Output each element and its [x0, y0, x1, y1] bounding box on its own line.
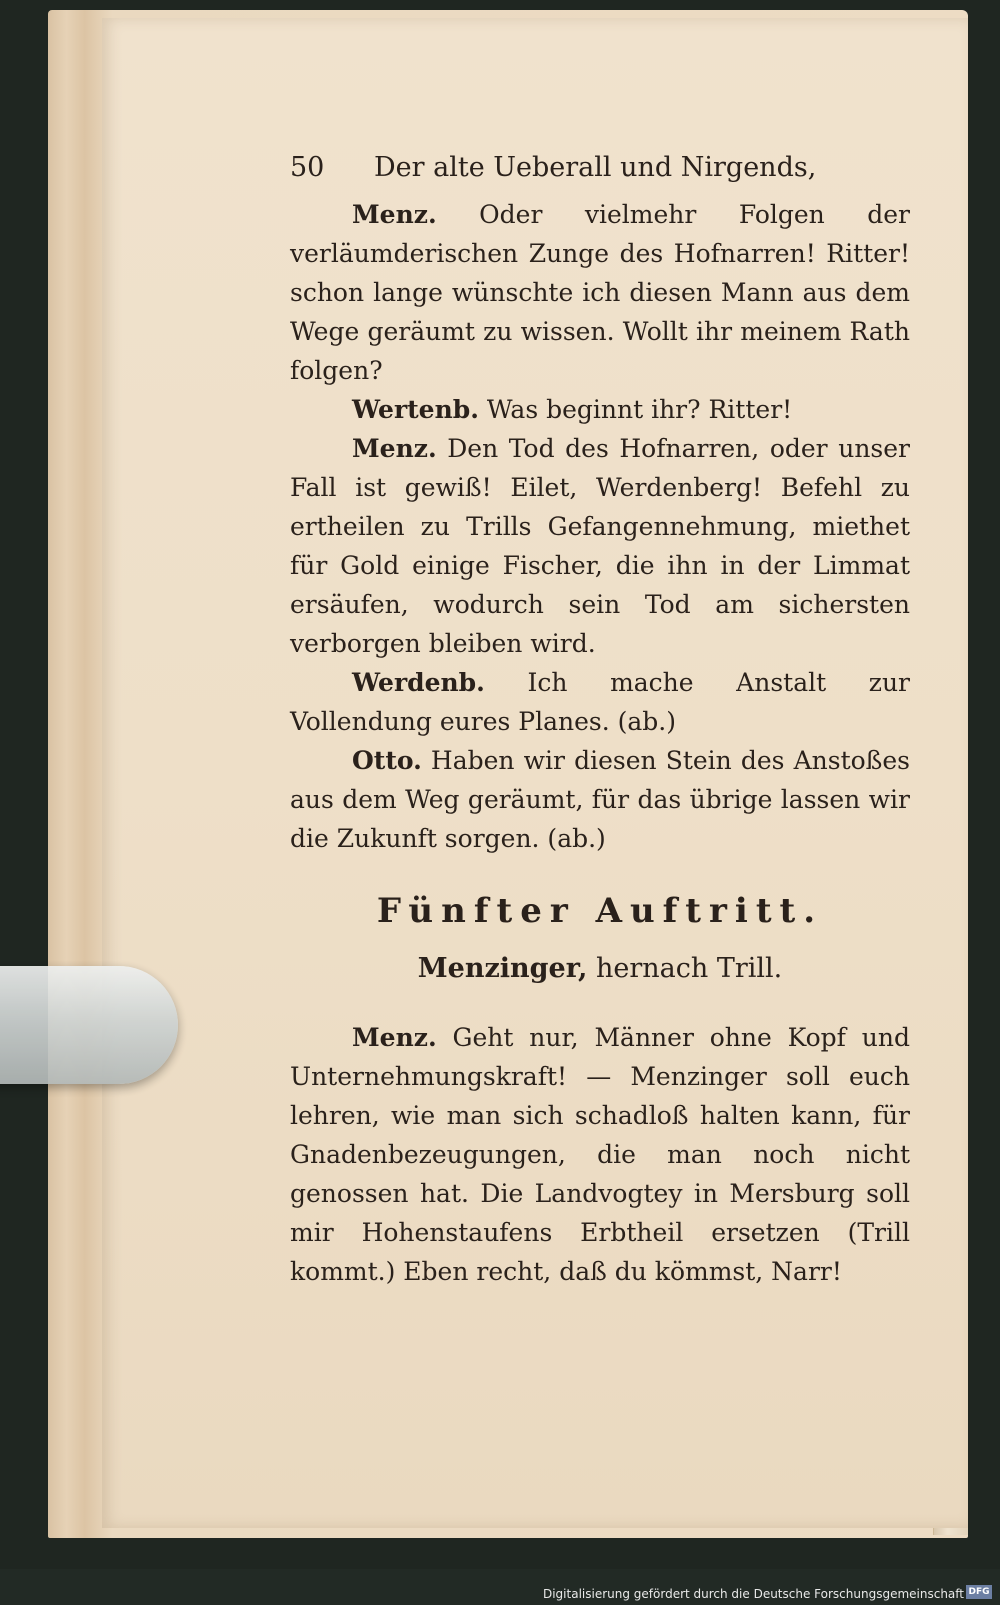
funding-credit: Digitalisierung gefördert durch die Deutsche Forschungsgemeinschaft	[542, 1587, 964, 1601]
dialogue: Oder vielmehr Folgen der verläumderischen Zunge des Hofnarren! Ritter! schon lange wünschte ich diesen Mann aus dem Wege geräumt zu wissen. Wollt ihr meinem Rath folgen?	[290, 200, 910, 385]
page-clip	[0, 966, 178, 1084]
speaker: Menz.	[352, 434, 437, 463]
dialogue: Den Tod des Hofnarren, oder unser Fall ist gewiß! Eilet, Werdenberg! Befehl zu ertheilen zu Trills Gefangennehmung, miethet für Gold einige Fischer, die ihn in der Limmat ersäufen, wodurch sein Tod am sichersten verborgen bleiben wird.	[290, 434, 910, 658]
dialogue: Haben wir diesen Stein des Anstoßes aus dem Weg geräumt, für das übrige lassen wir die Zukunft sorgen. (ab.)	[290, 746, 910, 853]
persons-main: Menzinger,	[417, 953, 588, 984]
page-number: 50	[290, 152, 325, 183]
speaker: Otto.	[352, 746, 422, 775]
paragraph	[290, 429, 910, 663]
running-title: Der alte Ueberall und Nirgends,	[374, 152, 817, 183]
scene-persons	[290, 949, 910, 988]
speaker: Werdenb.	[352, 668, 485, 697]
dfg-logo: DFG	[966, 1585, 992, 1599]
scene-heading: Fünfter Auftritt.	[376, 891, 824, 931]
speaker: Menz.	[352, 1023, 437, 1052]
dialogue: Ich mache Anstalt zur Vollendung eures Planes. (ab.)	[290, 668, 910, 736]
paragraph	[290, 663, 910, 741]
speaker: Wertenb.	[352, 395, 479, 424]
paragraph	[290, 390, 910, 429]
page-header	[290, 148, 910, 187]
dialogue: Was beginnt ihr? Ritter!	[486, 395, 793, 424]
persons-rest: hernach Trill.	[595, 953, 783, 984]
paragraph	[290, 1018, 910, 1291]
paragraph	[290, 195, 910, 390]
page-text	[290, 148, 910, 1291]
paragraph	[290, 741, 910, 858]
speaker: Menz.	[352, 200, 437, 229]
dialogue: Geht nur, Männer ohne Kopf und Unternehmungskraft! — Menzinger soll euch lehren, wie man sich schadloß halten kann, für Gnadenbezeugungen, die man noch nicht genossen hat. Die Landvogtey in Mersburg soll mir Hohenstaufens Erbtheil ersetzen (Trill kommt.) Eben recht, daß du kömmst, Narr!	[290, 1023, 910, 1286]
